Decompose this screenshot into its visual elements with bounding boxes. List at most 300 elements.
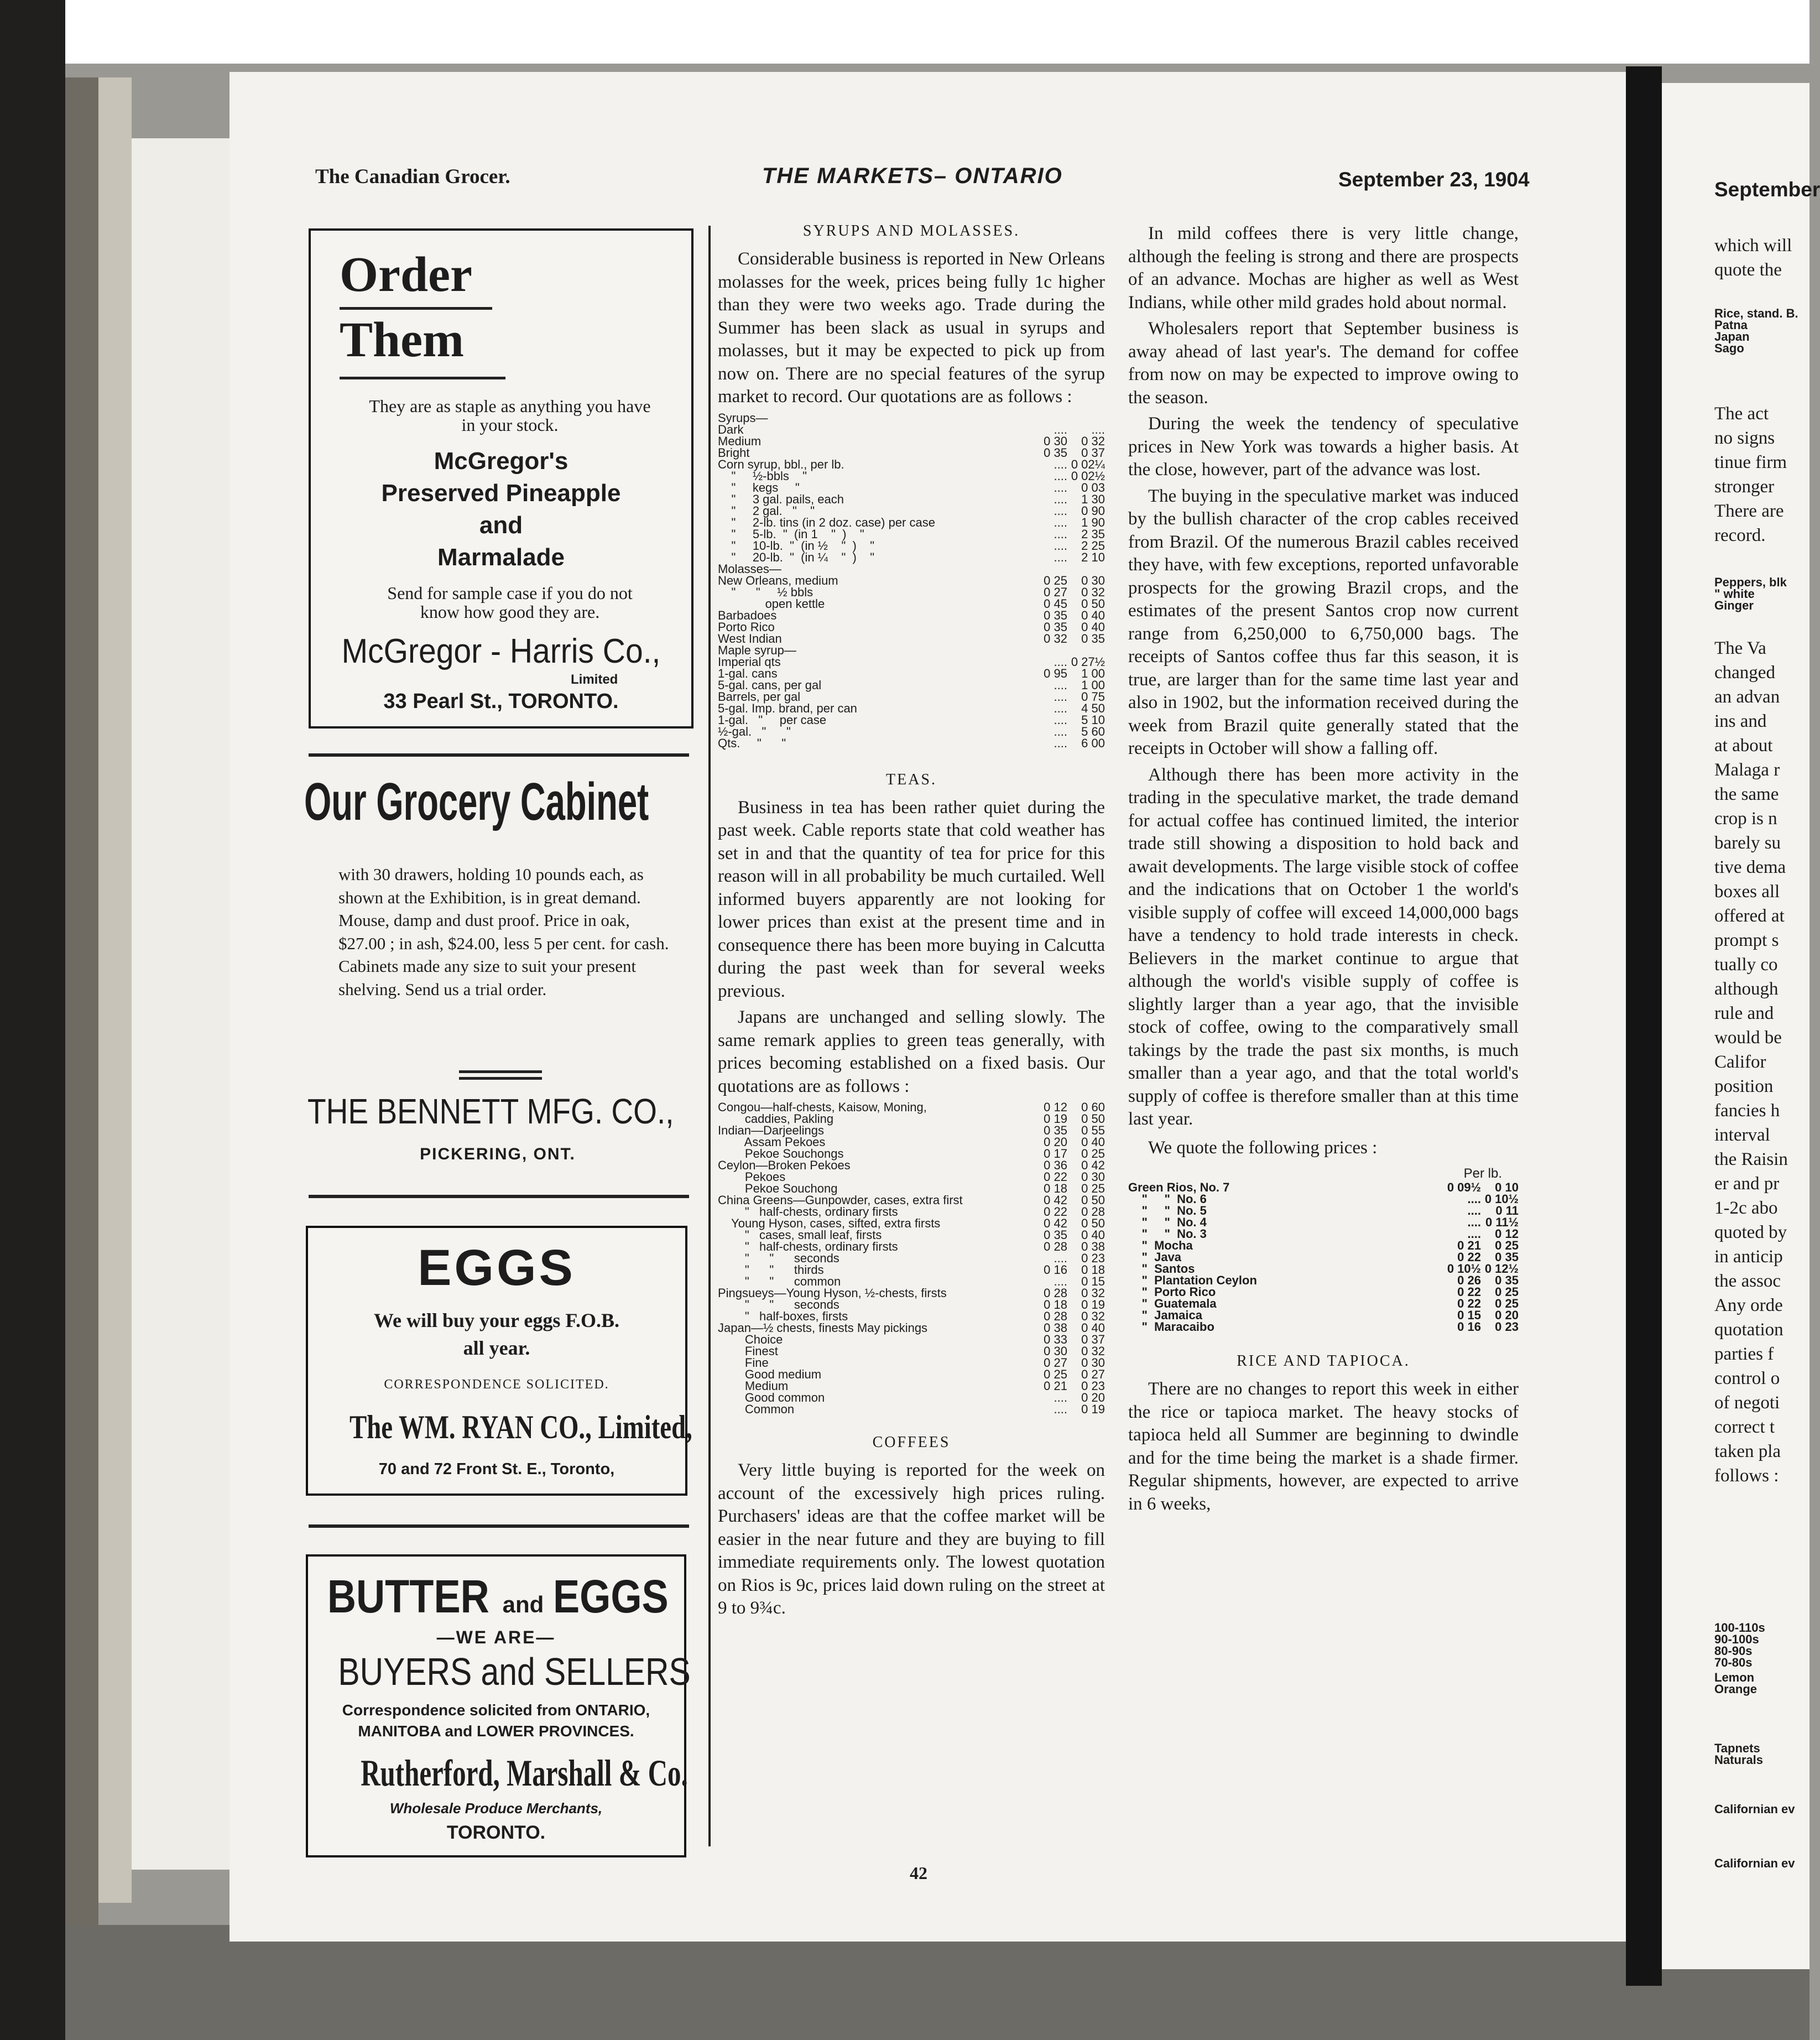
next-page-table-line: 80-90s: [1714, 1644, 1753, 1658]
next-page-line: Malaga r: [1714, 760, 1780, 780]
next-page-line: tive dema: [1714, 857, 1786, 877]
teas-price-high: 0 50: [1081, 1216, 1105, 1230]
teas-row: [718, 1125, 1105, 1136]
ad-rutherford-title-eggs: EGGS: [553, 1570, 669, 1622]
next-page-line: rule and: [1714, 1003, 1774, 1023]
syrups-item-label: Medium: [718, 434, 762, 448]
teas-row: [718, 1241, 1105, 1252]
syrups-price-low: 0 35: [1044, 445, 1067, 460]
coffee-row: [1128, 1193, 1519, 1205]
syrups-row: [718, 447, 1105, 459]
syrups-price-high: ....: [1091, 422, 1105, 436]
page-stack-edge: [98, 77, 132, 1903]
coffee-price-low: 0 22: [1457, 1297, 1481, 1310]
teas-price-high: 0 32: [1081, 1286, 1105, 1300]
next-page-line: of negoti: [1714, 1393, 1780, 1413]
next-page-line: crop is n: [1714, 809, 1777, 829]
syrups-price-high: 0 40: [1081, 608, 1105, 622]
teas-price-low: 0 25: [1044, 1367, 1067, 1381]
syrups-price-high: 6 00: [1081, 736, 1105, 750]
teas-price-low: 0 30: [1044, 1344, 1067, 1358]
teas-price-low: 0 28: [1044, 1240, 1067, 1253]
rice-text: There are no changes to report this week in either the rice or tapioca market. The heavy stocks of tapioca held all Summer are beginning to dwindle and for the time being the market is a shade firmer. Regular shipments, however, are expected to arrive in 6 weeks,: [1128, 1379, 1519, 1514]
teas-item-label: Pekoe Souchong: [718, 1182, 838, 1195]
syrups-price-low: ....: [1054, 724, 1067, 738]
next-page-line: the same: [1714, 784, 1779, 804]
next-page-line: barely su: [1714, 833, 1781, 853]
ad-rutherford-buyers: BUYERS and SELLERS: [338, 1650, 691, 1693]
teas-price-low: 0 42: [1044, 1193, 1067, 1207]
syrups-price-low: 0 30: [1044, 434, 1067, 448]
next-page-line: The Va: [1714, 638, 1766, 658]
syrups-price-high: 5 60: [1081, 724, 1105, 738]
teas-price-low: 0 12: [1044, 1100, 1067, 1114]
coffee-paragraph-5: Although there has been more activity in the trading in the speculative market, the trade demand for actual coffee has continued limited, the interior trade still showing a disposition to hold back and await developments. The large visible stock of coffee and the indications that on October 1 the world's visible supply of coffee will exceed 14,000,000 bags have a tendency to hold trade interests in check. Believers in the market continue to argue that although the world's visible supply of coffee is slightly larger than a year ago, that the invisible stock of coffee, owing to the comparatively small takings by the trade the past six months, is much smaller than a year ago, and that the total world's supply of coffee is therefore smaller than at this time last year.: [1128, 764, 1519, 1129]
ad-rutherford-title: [308, 1570, 684, 1623]
teas-row: [718, 1183, 1105, 1194]
coffee-item-label: " Porto Rico: [1128, 1285, 1216, 1299]
syrups-row: [718, 702, 1105, 714]
coffee-row: [1128, 1274, 1519, 1286]
teas-price-high: 0 40: [1081, 1228, 1105, 1242]
coffee-price-low: 0 15: [1457, 1308, 1481, 1322]
teas-price-high: 0 32: [1081, 1344, 1105, 1358]
syrups-row: [718, 714, 1105, 726]
ad-bennett-ornament-1: [459, 1070, 542, 1073]
teas-price-low: 0 28: [1044, 1309, 1067, 1323]
syrups-price-high: 0 30: [1081, 573, 1105, 587]
coffee-item-label: " " No. 3: [1128, 1227, 1207, 1241]
syrups-item-label: Barbadoes: [718, 608, 777, 622]
syrups-price-high: 0 75: [1081, 689, 1105, 704]
coffee-row: [1128, 1240, 1519, 1251]
ad-bennett-title: Our Grocery Cabinet: [304, 772, 649, 831]
syrups-row: [718, 610, 1105, 621]
syrups-price-low: [1030, 412, 1067, 424]
teas-item-label: Fine: [718, 1356, 769, 1370]
teas-price-high: 0 30: [1081, 1356, 1105, 1370]
next-page-line: 1-2c abo: [1714, 1198, 1778, 1218]
syrups-price-low: 0 45: [1044, 596, 1067, 611]
teas-price-low: 0 35: [1044, 1123, 1067, 1137]
syrups-row: [718, 737, 1105, 749]
coffee-row: [1128, 1286, 1519, 1298]
next-page-table-c: [1714, 1622, 1765, 1668]
syrups-row: [718, 598, 1105, 610]
next-page-line: There are: [1714, 501, 1784, 521]
ad-ryan-line-2: all year.: [463, 1337, 530, 1359]
coffee-paragraph-1: In mild coffees there is very little change, although the feeling is strong and there are prospects of an advance. Mochas are higher as well as West Indians, while other mild grades hold about normal.: [1128, 223, 1519, 313]
teas-price-high: 0 20: [1081, 1391, 1105, 1404]
teas-price-low: 0 19: [1044, 1112, 1067, 1126]
teas-price-high: 0 25: [1081, 1147, 1105, 1160]
syrups-price-low: ....: [1054, 515, 1067, 529]
syrups-item-label: " ½-bbls ": [718, 469, 807, 483]
next-page-line: tinue firm: [1714, 452, 1787, 472]
syrups-price-high: 2 10: [1081, 550, 1105, 564]
teas-price-high: 0 60: [1081, 1100, 1105, 1114]
syrups-item-label: " " ½ bbls: [718, 585, 813, 599]
syrups-price-low: ....: [1054, 457, 1067, 471]
teas-price-high: 0 38: [1081, 1240, 1105, 1253]
column-coffee-rice: [1128, 222, 1519, 1849]
syrups-price-low: ....: [1054, 492, 1067, 506]
coffee-item-label: Green Rios, No. 7: [1128, 1180, 1230, 1194]
syrups-item-label: Molasses—: [718, 561, 781, 576]
syrups-price-high: 0 35: [1081, 631, 1105, 646]
syrups-price-low: ....: [1054, 678, 1067, 692]
ad-rutherford-title-and: and: [502, 1591, 544, 1617]
next-page-table-d: [1714, 1672, 1757, 1695]
ad-separator-1: [309, 753, 689, 757]
syrups-row: [718, 459, 1105, 470]
teas-row: [718, 1101, 1105, 1113]
teas-row: [718, 1113, 1105, 1125]
next-page-text-a: [1714, 233, 1792, 282]
syrups-item-label: " 3 gal. pails, each: [718, 492, 844, 506]
syrups-item-label: " kegs ": [718, 480, 800, 495]
syrups-row: [718, 482, 1105, 493]
next-page-line: taken pla: [1714, 1441, 1781, 1461]
next-page-table-e: [1714, 1742, 1763, 1766]
ad-mcgregor-underline-1: [340, 307, 492, 310]
teas-price-low: 0 16: [1044, 1263, 1067, 1277]
ad-mcgregor-product-3: and: [479, 512, 523, 539]
syrups-price-low: ....: [1054, 654, 1067, 669]
previous-page-edge: [132, 138, 231, 1870]
syrups-price-low: 0 27: [1044, 585, 1067, 599]
next-page-text-b: [1714, 402, 1787, 548]
coffee-item-label: " Jamaica: [1128, 1308, 1202, 1322]
coffee-price-high: 0 12: [1495, 1227, 1519, 1241]
syrups-item-label: West Indian: [718, 631, 782, 646]
ad-mcgregor-limited: Limited: [571, 672, 618, 687]
book-binding: [0, 0, 65, 2040]
coffee-item-label: " Santos: [1128, 1262, 1195, 1276]
teas-price-low: 0 35: [1044, 1228, 1067, 1242]
next-page-table-line: Naturals: [1714, 1753, 1764, 1767]
syrups-item-label: 5-gal. Imp. brand, per can: [718, 701, 857, 715]
next-page-line: in anticip: [1714, 1247, 1783, 1267]
teas-price-high: 0 30: [1081, 1170, 1105, 1184]
syrups-price-low: 0 95: [1044, 666, 1067, 680]
coffee-item-label: " " No. 4: [1128, 1215, 1207, 1229]
next-page-table-line: Lemon: [1714, 1670, 1755, 1684]
ad-rutherford-regions: MANITOBA and LOWER PROVINCES.: [358, 1722, 634, 1740]
teas-item-label: Young Hyson, cases, sifted, extra firsts: [718, 1216, 941, 1230]
coffee-price-low: 0 16: [1457, 1320, 1481, 1334]
next-page-table-line: Patna: [1714, 318, 1748, 332]
syrups-item-label: Bright: [718, 445, 750, 460]
ad-mcgregor-product-4: Marmalade: [437, 544, 565, 571]
syrups-item-label: Corn syrup, bbl., per lb.: [718, 457, 844, 471]
syrups-row: [718, 563, 1105, 575]
next-page-table-g: [1714, 1857, 1795, 1869]
teas-row: [718, 1357, 1105, 1368]
next-page-edge: [1662, 83, 1820, 1969]
coffees-heading: COFFEES: [872, 1434, 951, 1451]
syrups-price-high: 0 50: [1081, 596, 1105, 611]
teas-price-high: 0 23: [1081, 1251, 1105, 1265]
syrups-item-label: " 20-lb. " (in ¼ " ) ": [718, 550, 875, 564]
syrups-price-high: 0 40: [1081, 620, 1105, 634]
teas-item-label: " " seconds: [718, 1298, 839, 1312]
teas-item-label: Ceylon—Broken Pekoes: [718, 1158, 851, 1172]
syrups-price-low: 0 35: [1044, 608, 1067, 622]
teas-item-label: " half-chests, ordinary firsts: [718, 1240, 898, 1253]
ad-ryan-company: The WM. RYAN CO., Limited,: [350, 1409, 692, 1445]
next-page-line: Califor: [1714, 1052, 1766, 1072]
teas-price-high: 0 50: [1081, 1193, 1105, 1207]
coffee-price-high: 0 10½: [1484, 1192, 1519, 1206]
teas-row: [718, 1392, 1105, 1403]
ad-mcgregor-title-order: Order: [340, 247, 472, 302]
syrups-row: [718, 540, 1105, 551]
teas-price-low: 0 20: [1044, 1135, 1067, 1149]
coffee-price-high: 0 25: [1495, 1238, 1519, 1252]
coffee-row: [1128, 1216, 1519, 1228]
syrups-item-label: 1-gal. " per case: [718, 712, 827, 727]
coffee-quote-intro: We quote the following prices :: [1148, 1137, 1378, 1158]
syrups-price-high: 0 37: [1081, 445, 1105, 460]
syrups-item-label: Maple syrup—: [718, 643, 796, 657]
next-page-line: follows :: [1714, 1466, 1779, 1486]
coffee-item-label: " " No. 6: [1128, 1192, 1207, 1206]
teas-row: [718, 1310, 1105, 1322]
syrups-item-label: 1-gal. cans: [718, 666, 778, 680]
coffee-row: [1128, 1182, 1519, 1193]
ad-rutherford-desc: Wholesale Produce Merchants,: [389, 1800, 603, 1817]
teas-item-label: Good common: [718, 1391, 825, 1404]
syrups-row: [718, 505, 1105, 517]
teas-price-high: 0 25: [1081, 1182, 1105, 1195]
ad-bennett-ornament-2: [459, 1077, 542, 1080]
next-page-table-line: Tapnets: [1714, 1741, 1760, 1755]
next-page-line: parties f: [1714, 1344, 1774, 1364]
next-page-line: fancies h: [1714, 1101, 1780, 1121]
teas-text-2: Japans are unchanged and selling slowly. The same remark applies to green teas generally, with prices becoming established on a fixed basis. Our quotations are as follows :: [718, 1007, 1105, 1096]
syrups-price-high: 0 32: [1081, 434, 1105, 448]
teas-price-low: 0 22: [1044, 1205, 1067, 1219]
teas-item-label: Congou—half-chests, Kaisow, Moning,: [718, 1100, 927, 1114]
syrups-item-label: Syrups—: [718, 410, 768, 425]
coffee-paragraph-4: The buying in the speculative market was induced by the bullish character of the crop cables received from Brazil. Of the numerous Brazil cables received they have, with few exceptions, reported unfavorable prospects for the growing Brazil crops, and the estimates of the present Santos crop now current range from 6,250,000 to 6,750,000 bags. The receipts of Santos coffee thus far this season, it is true, are larger than for the same time last year and also in 1902, but the information received during the week from Brazil quite generally stated that the receipts in October will show a falling off.: [1128, 486, 1519, 758]
coffee-price-high: 0 35: [1495, 1250, 1519, 1264]
coffee-price-high: 0 20: [1495, 1308, 1519, 1322]
next-page-table-line: Sago: [1714, 341, 1744, 355]
syrups-item-label: Barrels, per gal: [718, 689, 801, 704]
coffee-row: [1128, 1263, 1519, 1274]
teas-price-high: 0 15: [1081, 1274, 1105, 1288]
teas-row: [718, 1171, 1105, 1183]
syrups-row: [718, 644, 1105, 656]
teas-price-high: 0 40: [1081, 1135, 1105, 1149]
teas-item-label: Pingsueys—Young Hyson, ½-chests, firsts: [718, 1286, 947, 1300]
scan-background: [0, 0, 1809, 64]
ad-rutherford-we-are: —WE ARE—: [436, 1627, 556, 1647]
teas-price-low: 0 18: [1044, 1182, 1067, 1195]
ad-mcgregor-underline-2: [340, 377, 505, 379]
next-page-line: quote the: [1714, 260, 1782, 280]
next-page-line: quotation: [1714, 1320, 1784, 1340]
syrups-row: [718, 435, 1105, 447]
next-page-table-line: Californian ev: [1714, 1802, 1795, 1816]
coffee-price-low: 0 09½: [1447, 1180, 1481, 1194]
ad-mcgregor-title-them: Them: [340, 313, 464, 367]
teas-price-low: 0 22: [1044, 1170, 1067, 1184]
next-page-table-b: [1714, 576, 1787, 611]
teas-item-label: " " common: [718, 1274, 841, 1288]
syrups-item-label: " 2-lb. tins (in 2 doz. case) per case: [718, 515, 935, 529]
coffee-row: [1128, 1309, 1519, 1321]
coffee-row: [1128, 1205, 1519, 1216]
teas-row: [718, 1229, 1105, 1241]
syrups-row: [718, 726, 1105, 737]
next-page-table-line: 90-100s: [1714, 1632, 1759, 1646]
next-page-header: September: [1714, 178, 1820, 201]
teas-item-label: " half-boxes, firsts: [718, 1309, 848, 1323]
teas-row: [718, 1380, 1105, 1392]
teas-price-low: ....: [1054, 1391, 1067, 1404]
syrups-price-high: 0 90: [1081, 503, 1105, 518]
syrups-price-low: 0 35: [1044, 620, 1067, 634]
teas-price-low: 0 21: [1044, 1379, 1067, 1393]
syrups-item-label: Dark: [718, 422, 744, 436]
ad-bennett-city: PICKERING, ONT.: [420, 1145, 576, 1163]
teas-price-low: 0 28: [1044, 1286, 1067, 1300]
ad-bennett-company: THE BENNETT MFG. CO.,: [307, 1091, 674, 1131]
next-page-line: record.: [1714, 525, 1766, 545]
syrups-item-label: " 2 gal. " ": [718, 503, 815, 518]
teas-price-high: 0 27: [1081, 1367, 1105, 1381]
syrups-row: [718, 424, 1105, 435]
next-page-table-a: [1714, 308, 1798, 354]
coffee-row: [1128, 1251, 1519, 1263]
next-page-line: would be: [1714, 1028, 1782, 1048]
teas-item-label: Medium: [718, 1379, 789, 1393]
syrups-row: [718, 633, 1105, 644]
coffee-price-high: 0 35: [1495, 1273, 1519, 1287]
next-page-line: offered at: [1714, 906, 1785, 926]
syrups-price-low: ....: [1054, 422, 1067, 436]
coffee-price-low: 0 10½: [1447, 1262, 1481, 1276]
next-page-line: The act: [1714, 404, 1769, 424]
coffees-text: Very little buying is reported for the week on account of the excessively high prices ruling. Purchasers' ideas are that the coffee market will be easier in the near future and they are buying to fill immediate requirements only. The lowest quotation on Rios is 9c, prices laid down ruling on the street at 9 to 9¾c.: [718, 1460, 1105, 1618]
coffee-unit: Per lb.: [1463, 1166, 1502, 1181]
teas-price-low: 0 18: [1044, 1298, 1067, 1312]
teas-row: [718, 1345, 1105, 1357]
next-page-table-line: Rice, stand. B.: [1714, 306, 1798, 320]
ad-ryan-eggs: [306, 1226, 692, 1496]
teas-row: [718, 1403, 1105, 1415]
next-page-line: although: [1714, 979, 1779, 999]
coffee-item-label: " Plantation Ceylon: [1128, 1273, 1257, 1287]
teas-item-label: Common: [718, 1402, 795, 1416]
syrups-price-low: ....: [1054, 736, 1067, 750]
syrups-price-high: [1067, 644, 1105, 656]
ad-mcgregor-address: 33 Pearl St., TORONTO.: [383, 690, 619, 713]
teas-price-low: ....: [1054, 1402, 1067, 1416]
teas-row: [718, 1136, 1105, 1148]
syrups-price-low: ....: [1054, 689, 1067, 704]
ad-ryan-title: EGGS: [418, 1240, 576, 1296]
syrups-price-low: ....: [1054, 550, 1067, 564]
coffee-price-high: 0 25: [1495, 1285, 1519, 1299]
syrups-price-high: 1 00: [1081, 666, 1105, 680]
syrups-price-low: ....: [1054, 701, 1067, 715]
syrups-price-high: 0 02½: [1071, 469, 1105, 483]
coffee-row: [1128, 1298, 1519, 1309]
next-page-line: stronger: [1714, 477, 1775, 497]
syrups-price-high: 4 50: [1081, 701, 1105, 715]
syrups-price-high: 1 30: [1081, 492, 1105, 506]
teas-row: [718, 1368, 1105, 1380]
teas-row: [718, 1299, 1105, 1310]
teas-item-label: caddies, Pakling: [718, 1112, 834, 1126]
teas-item-label: Pekoes: [718, 1170, 786, 1184]
coffee-item-label: " Guatemala: [1128, 1297, 1217, 1310]
teas-price-low: ....: [1054, 1274, 1067, 1288]
syrups-row: [718, 691, 1105, 702]
teas-row: [718, 1276, 1105, 1287]
coffee-price-low: 0 26: [1457, 1273, 1481, 1287]
ad-rutherford-correspondence: Correspondence solicited from ONTARIO,: [342, 1701, 650, 1719]
syrups-row: [718, 656, 1105, 668]
ad-mcgregor-harris: [309, 228, 693, 728]
syrups-item-label: Qts. " ": [718, 736, 786, 750]
teas-text-1: Business in tea has been rather quiet during the past week. Cable reports state that cold weather has set in and that the quantity of tea for price for this reason will in all probability be much curtailed. Well informed buyers apparently are not looking for lower prices than exist at the present time and in consequence there has been more buying in Calcutta during the past week than for several weeks previous.: [718, 797, 1105, 1001]
ad-bennett-body: with 30 drawers, holding 10 pounds each, as shown at the Exhibition, is in great demand. Mouse, damp and dust proof. Price in oak, $27.00 ; in ash, $24.00, less 5 per cent. for cash. Cabinets made any size to suit your present shelving. Send us a trial order.: [338, 865, 669, 999]
syrups-row: [718, 551, 1105, 563]
teas-price-low: 0 42: [1044, 1216, 1067, 1230]
header-section-title: THE MARKETS– ONTARIO: [762, 164, 1063, 188]
syrups-row: [718, 528, 1105, 540]
page-number: 42: [910, 1863, 927, 1883]
teas-item-label: Japan—½ chests, finests May pickings: [718, 1321, 928, 1335]
teas-price-low: 0 33: [1044, 1333, 1067, 1346]
teas-price-low: 0 27: [1044, 1356, 1067, 1370]
ad-mcgregor-company: McGregor - Harris Co.,: [341, 632, 661, 670]
coffee-price-low: 0 22: [1457, 1285, 1481, 1299]
teas-price-high: 0 50: [1081, 1112, 1105, 1126]
next-page-line: the Raisin: [1714, 1149, 1788, 1169]
syrups-row: [718, 493, 1105, 505]
syrups-row: [718, 668, 1105, 679]
next-page-line: at about: [1714, 736, 1773, 756]
next-page-line: the assoc: [1714, 1271, 1781, 1291]
syrups-row: [718, 517, 1105, 528]
syrups-price-high: 5 10: [1081, 712, 1105, 727]
syrups-item-label: " 5-lb. " (in 1 " ) ": [718, 527, 864, 541]
teas-row: [718, 1194, 1105, 1206]
syrups-item-label: Porto Rico: [718, 620, 775, 634]
ad-ryan-address: 70 and 72 Front St. E., Toronto,: [378, 1460, 615, 1478]
coffee-price-high: 0 23: [1495, 1320, 1519, 1334]
teas-item-label: China Greens—Gunpowder, cases, extra first: [718, 1193, 963, 1207]
teas-price-low: ....: [1054, 1251, 1067, 1265]
next-page-line: interval: [1714, 1125, 1770, 1145]
coffee-item-label: " Java: [1128, 1250, 1182, 1264]
next-page-line: tually co: [1714, 955, 1778, 975]
next-page-line: control o: [1714, 1368, 1780, 1388]
coffee-row: [1128, 1228, 1519, 1240]
syrups-price-high: [1067, 412, 1105, 424]
syrups-price-high: [1067, 563, 1105, 575]
syrups-item-label: Imperial qts: [718, 654, 781, 669]
teas-price-low: 0 38: [1044, 1321, 1067, 1335]
coffee-price-low: ....: [1467, 1192, 1481, 1206]
coffee-price-high: 0 11½: [1485, 1215, 1519, 1229]
